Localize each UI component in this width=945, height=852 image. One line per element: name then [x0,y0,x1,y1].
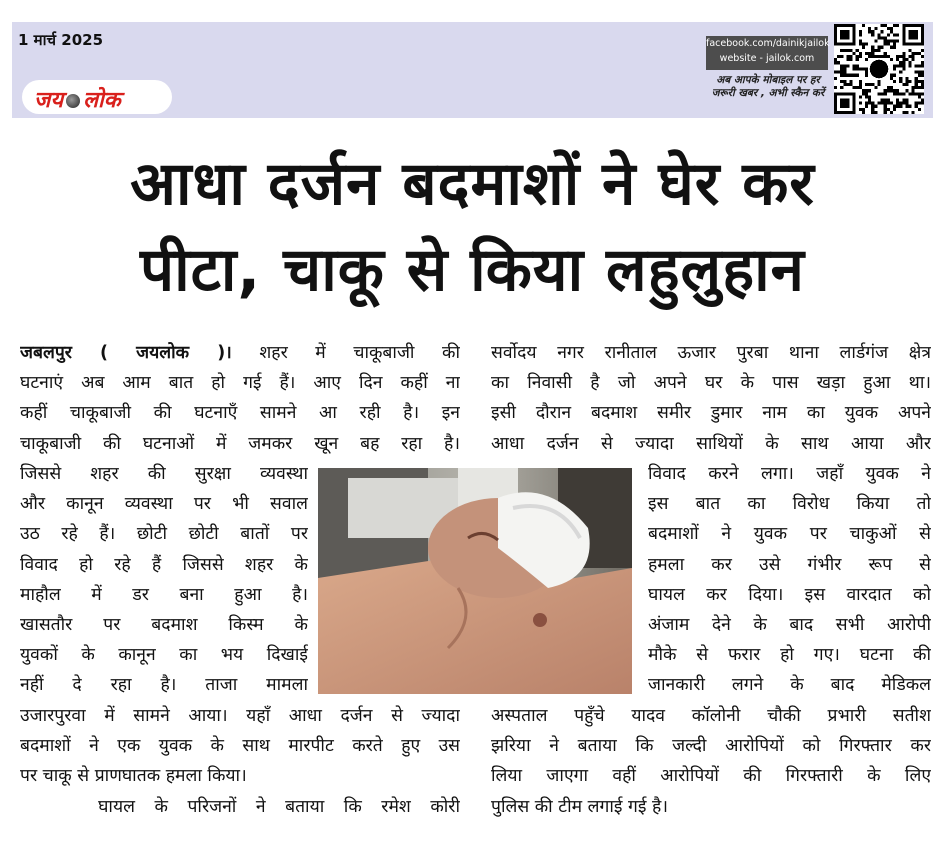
jailok-logo [34,84,121,114]
article-line: घायल के परिजनों ने बताया कि रमेश कोरी [20,796,460,817]
article-line: हमला कर उसे गंभीर रूप से [648,554,931,575]
scan-prompt-line: जरूरी खबर , अभी स्कैन करें [711,87,825,99]
article-line: जानकारी लगने के बाद मेडिकल [648,675,931,696]
news-photo [318,468,632,694]
issue-date: 1 मार्च 2025 [18,31,104,49]
article-line: घायल कर दिया। इस वारदात को [648,584,931,605]
article-line: विवाद करने लगा। जहाँ युवक ने [648,464,931,484]
article-line: झरिया ने बताया कि जल्दी आरोपियों को गिरफ्तार कर [491,736,931,757]
article-line: अंजाम देने के बाद सभी आरोपी [648,614,931,635]
article-right-bottom [491,701,931,822]
article-left-bottom [20,701,460,822]
article-line: विवाद हो रहे हैं जिससे शहर के [20,554,308,575]
qr-code-icon[interactable] [834,24,924,114]
website-link[interactable]: website - jailok.com [719,53,815,64]
article-text: शहर में चाकूबाजी की [231,343,460,363]
article-left-column [20,338,460,459]
article-line: उजारपुरवा में सामने आया। यहाँ आधा दर्जन से ज्यादा [20,706,460,726]
article-line: पुलिस की टीम लगाई गई है। [491,796,668,817]
scan-prompt [702,74,834,100]
article-line: माहौल में डर बना हुआ है। [20,584,308,605]
article-line: युवकों के कानून का भय दिखाई [20,645,308,666]
facebook-link[interactable]: facebook.com/dainikjailok [706,38,830,49]
article-line: आधा दर्जन से ज्यादा साथियों के साथ आया और [491,433,931,454]
headline-line-1: आधा दर्जन बदमाशों ने घेर कर [130,149,815,219]
article-line: इसी दौरान बदमाश समीर डुमार नाम का युवक अपने [491,403,931,424]
article-left-wrap [20,459,308,701]
article-line: इस बात का विरोध किया तो [648,494,931,515]
article-dateline: जबलपुर ( जयलोक )। [20,343,232,363]
social-links-box [706,36,828,70]
article-line: लिया जाएगा वहीं आरोपियों की गिरफ्तारी के लिए [491,766,931,787]
headline-line-2: पीटा, चाकू से किया लहुलुहान [140,235,805,305]
article-line: चाकूबाजी की घटनाओं में जमकर खून बह रहा है। [20,433,460,454]
article-right-wrap [648,459,931,701]
logo-text-right: लोक [83,88,121,113]
article-line: पर चाकू से प्राणघातक हमला किया। [20,766,247,787]
article-line: और कानून व्यवस्था पर भी सवाल [20,494,308,515]
article-line: घटनाएं अब आम बात हो गई हैं। आए दिन कहीं ना [20,373,460,394]
article-line: कहीं चाकूबाजी की घटनाएँ सामने आ रही है। इन [20,403,460,424]
article-line: उठ रहे हैं। छोटी छोटी बातों पर [20,524,308,545]
scan-prompt-line: अब आपके मोबाइल पर हर [716,74,820,86]
globe-icon [66,94,80,108]
article-line: अस्पताल पहुँचे यादव कॉलोनी चौकी प्रभारी सतीश [491,706,931,726]
logo-text-left: जय [34,88,64,113]
article-line [20,338,460,368]
article-line: नहीं दे रहा है। ताजा मामला [20,675,308,696]
article-line: जिससे शहर की सुरक्षा व्यवस्था [20,464,308,484]
article-line: बदमाशों ने एक युवक के साथ मारपीट करते हुए उस [20,736,460,757]
article-right-column [491,338,931,459]
masthead-band [12,22,933,118]
article-line: बदमाशों ने युवक पर चाकुओं से [648,524,931,545]
article-line: मौके से फरार हो गए। घटना की [648,645,931,666]
article-line: का निवासी है जो अपने घर के पास खड़ा हुआ था। [491,373,931,394]
article-line: खासतौर पर बदमाश किस्म के [20,614,308,635]
article-line: सर्वोदय नगर रानीताल ऊजार पुरबा थाना लार्डगंज क्षेत्र [491,343,931,363]
